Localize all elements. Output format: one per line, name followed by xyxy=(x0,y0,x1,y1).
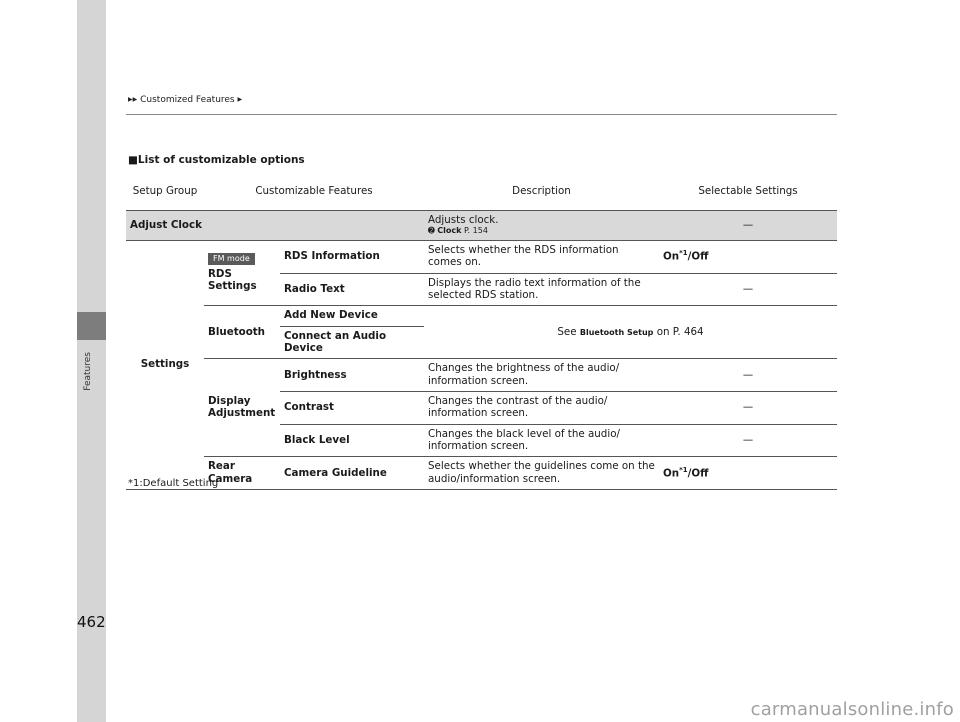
table-row-add-new-device xyxy=(126,306,837,326)
section-title xyxy=(128,154,305,166)
see-label: See xyxy=(557,325,577,338)
bluetooth-see-reference[interactable] xyxy=(424,306,837,359)
breadcrumb xyxy=(128,95,242,105)
add-new-device-feature: Add New Device xyxy=(280,306,424,326)
camera-guideline-feature: Camera Guideline xyxy=(280,457,424,490)
rds-settings-label: RDS Settings xyxy=(208,268,257,293)
side-section-label: Features xyxy=(83,352,93,391)
header-customizable-features: Customizable Features xyxy=(204,174,424,211)
adjust-clock-label: Adjust Clock xyxy=(126,211,424,241)
clock-ref-label: Clock xyxy=(437,226,462,236)
breadcrumb-label: Customized Features xyxy=(140,95,235,105)
bluetooth-setup-page: P. 464 xyxy=(672,325,704,338)
page-number: 462 xyxy=(77,613,106,631)
header-description: Description xyxy=(424,174,659,211)
fm-mode-badge: FM mode xyxy=(208,253,255,265)
camera-on-option: On xyxy=(663,467,680,480)
breadcrumb-arrow-icon: ▶ xyxy=(237,96,243,103)
rds-information-feature: RDS Information xyxy=(280,240,424,273)
default-setting-footnote: *1:Default Setting xyxy=(128,478,219,489)
rds-information-setting xyxy=(659,240,837,273)
black-level-feature: Black Level xyxy=(280,424,424,457)
radio-text-description: Displays the radio text information of the selected RDS station. xyxy=(424,273,659,306)
rear-camera-label: Rear Camera xyxy=(204,457,280,490)
rds-settings-cell xyxy=(204,240,280,305)
rds-information-description: Selects whether the RDS information comes on. xyxy=(424,240,659,273)
black-level-setting: — xyxy=(659,424,837,457)
radio-text-feature: Radio Text xyxy=(280,273,424,306)
watermark: carmanualsonline.info xyxy=(750,699,954,720)
customizable-options-table xyxy=(126,174,837,490)
connect-audio-device-feature: Connect an Audio Device xyxy=(280,326,424,359)
cross-reference-icon: ➋ xyxy=(428,226,435,236)
header-rule xyxy=(126,114,837,115)
table-row-camera-guideline xyxy=(126,457,837,490)
section-title-text: List of customizable options xyxy=(137,154,305,166)
camera-default-marker: *1 xyxy=(679,465,688,474)
adjust-clock-description-text: Adjusts clock. xyxy=(428,214,499,226)
black-level-description: Changes the black level of the audio/ information screen. xyxy=(424,424,659,457)
table-row-adjust-clock xyxy=(126,211,837,241)
rds-off-option: /Off xyxy=(687,250,709,263)
clock-reference[interactable] xyxy=(428,226,655,236)
square-bullet-icon: ■ xyxy=(128,154,138,166)
table-row-rds-information xyxy=(126,240,837,273)
radio-text-setting: — xyxy=(659,273,837,306)
camera-guideline-setting xyxy=(659,457,837,490)
rds-on-option: On xyxy=(663,250,680,263)
table-header-row xyxy=(126,174,837,211)
bluetooth-setup-ref: Bluetooth Setup xyxy=(579,327,654,337)
see-on-label: on xyxy=(656,325,670,338)
rds-default-marker: *1 xyxy=(679,249,688,258)
brightness-setting: — xyxy=(659,359,837,392)
camera-off-option: /Off xyxy=(687,467,709,480)
settings-group-label: Settings xyxy=(126,240,204,489)
contrast-description: Changes the contrast of the audio/ information screen. xyxy=(424,392,659,425)
header-setup-group: Setup Group xyxy=(126,174,204,211)
camera-guideline-description: Selects whether the guidelines come on the audio/information screen. xyxy=(424,457,659,490)
header-selectable-settings: Selectable Settings xyxy=(659,174,837,211)
breadcrumb-arrows-icon: ▶▶ xyxy=(128,96,138,103)
section-tab-marker xyxy=(77,312,106,340)
contrast-feature: Contrast xyxy=(280,392,424,425)
bluetooth-label: Bluetooth xyxy=(204,306,280,359)
display-adjustment-label: Display Adjustment xyxy=(204,359,280,457)
contrast-setting: — xyxy=(659,392,837,425)
brightness-description: Changes the brightness of the audio/ information screen. xyxy=(424,359,659,392)
adjust-clock-description xyxy=(424,211,659,241)
adjust-clock-setting: — xyxy=(659,211,837,241)
clock-ref-page: P. 154 xyxy=(463,226,488,236)
table-row-brightness xyxy=(126,359,837,392)
brightness-feature: Brightness xyxy=(280,359,424,392)
